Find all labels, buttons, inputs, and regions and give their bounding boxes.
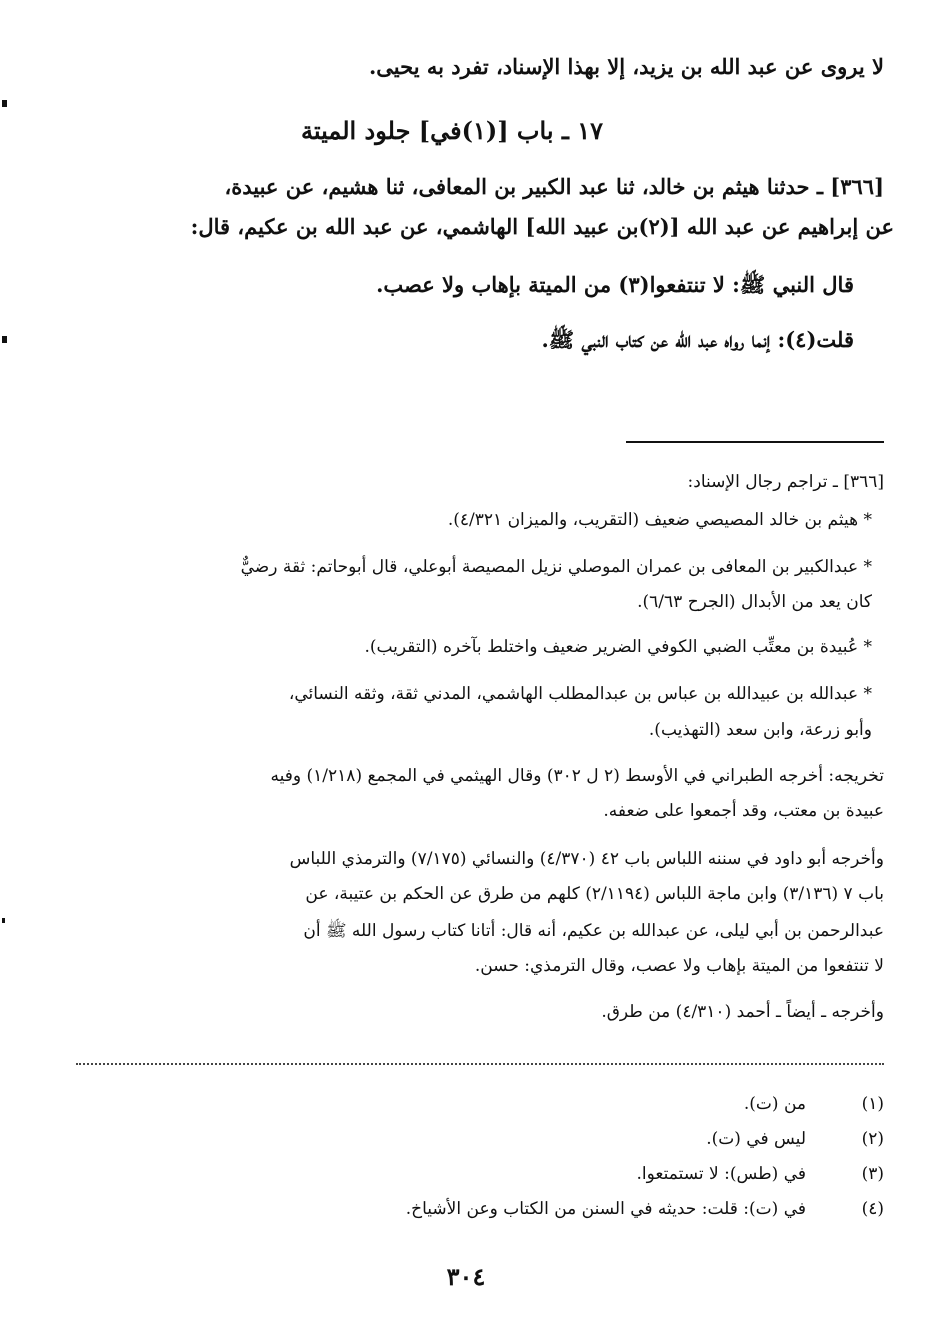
takhrij-line: وأخرجه أبو داود في سننه اللباس باب ٤٢ (٤/٣٧٠) والنسائي (٧/١٧٥) والترمذي اللباس [289,849,884,869]
hadith-comment: قلت(٤): إنما رواه عبد الله عن كتاب النبي ﷺ. [541,327,854,352]
footnote-number: (١) [861,1094,884,1114]
footnote-text: في (ت): قلت: حديثه في السنن من الكتاب وعن الأشياخ. [405,1199,806,1219]
notes-heading: [٣٦٦] ـ تراجم رجال الإسناد: [687,472,884,492]
header-line: لا يروى عن عبد الله بن يزيد، إلا بهذا الإسناد، تفرد به يحيى. [368,54,884,79]
page [60,0,894,1342]
footnote [60,1129,884,1149]
separator-rule [626,441,884,443]
note-item: وأبو زرعة، وابن سعد (التهذيب). [648,720,872,740]
footnote-number: (٢) [861,1129,884,1149]
chapter-title: ١٧ ـ باب [(١)في] جلود الميتة [300,116,604,145]
margin-mark [2,100,7,107]
footnote-text: من (ت). [743,1094,806,1114]
footnote-text: في (طس): لا تستمتعوا. [636,1164,806,1184]
margin-mark [2,918,5,923]
note-item: * عبدالله بن عبيدالله بن عباس بن عبدالمطلب الهاشمي، المدني ثقة، وثقه النسائي، [288,684,872,704]
hadith-line: [٣٦٦] ـ حدثنا هيثم بن خالد، ثنا عبد الكبير بن المعافى، ثنا هشيم، عن عبيدة، [224,174,884,199]
note-item: * عُبيدة بن معتِّب الضبي الكوفي الضرير ضعيف واختلط بآخره (التقريب). [364,637,872,657]
hadith-line: عن إبراهيم عن عبد الله [(٢)بن عبيد الله] الهاشمي، عن عبد الله بن عكيم، قال: [190,214,894,239]
takhrij-line: تخريجه: أخرجه الطبراني في الأوسط (٢ ل ٣٠٢) وقال الهيثمي في المجمع (١/٢١٨) وفيه [270,766,884,786]
footnote-number: (٣) [861,1164,884,1184]
footnote-text: ليس في (ت). [706,1129,806,1149]
takhrij-line: وأخرجه ـ أيضاً ـ أحمد (٤/٣١٠) من طرق. [601,1002,884,1022]
takhrij-line: باب ٧ (٣/١٣٦) وابن ماجة اللباس (٢/١١٩٤) كلهم من طرق عن الحكم بن عتيبة، عن [305,884,884,904]
takhrij-line: لا تنتفعوا من الميتة بإهاب ولا عصب، وقال الترمذي: حسن. [474,956,884,976]
takhrij-line: عبيدة بن معتب، وقد أجمعوا على ضعفه. [603,801,884,821]
hadith-text: قال النبي ﷺ: لا تنتفعوا(٣) من الميتة بإهاب ولا عصب. [376,272,854,297]
footnote-number: (٤) [861,1199,884,1219]
footnote [60,1164,884,1184]
note-item: * هيثم بن خالد المصيصي ضعيف (التقريب، والميزان ٤/٣٢١). [447,510,872,530]
margin-mark [2,336,7,343]
takhrij-line: عبدالرحمن بن أبي ليلى، عن عبدالله بن عكيم، أنه قال: أتانا كتاب رسول الله ﷺ أن [303,921,884,941]
page-number: ٣٠٤ [446,1262,486,1291]
footnote-separator [76,1063,884,1065]
footnote [60,1094,884,1114]
note-item: * عبدالكبير بن المعافى بن عمران الموصلي نزيل المصيصة أبوعلي، قال أبوحاتم: ثقة رضيٌّ [240,557,872,577]
note-item: كان يعد من الأبدال (الجرح ٦/٦٣). [637,592,872,612]
footnote [60,1199,884,1219]
